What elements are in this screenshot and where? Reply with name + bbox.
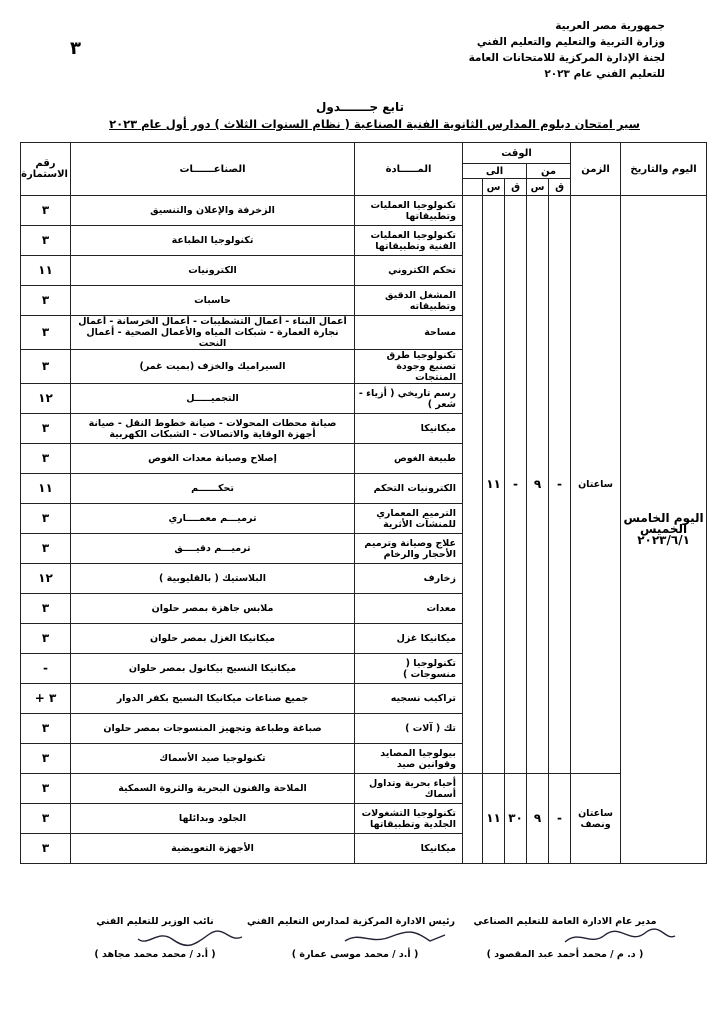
industries-cell: ترميـــم معمــــاري [71, 504, 355, 534]
subject-cell: معدات [355, 594, 463, 624]
signatures-row [0, 916, 720, 976]
industries-cell: السيراميك والخزف (بميت غمر) [71, 350, 355, 384]
table-row [21, 774, 707, 804]
to-s-cell: ١١ [483, 196, 505, 774]
industries-cell: الجلود وبدائلها [71, 804, 355, 834]
industries-cell: الزخرفة والإعلان والتنسيق [71, 196, 355, 226]
ministry-header [435, 18, 665, 82]
subject-cell: ميكانيكا [355, 834, 463, 864]
industries-cell: جميع صناعات ميكانيكا النسيج بكفر الدوار [71, 684, 355, 714]
subject-cell: تكنولوجيا التشغولات الجلدية وتطبيقاتها [355, 804, 463, 834]
form-cell: ٣ [21, 804, 71, 834]
col-header-subject: المـــــادة [355, 143, 463, 196]
industries-cell: الكترونيات [71, 256, 355, 286]
form-cell: ٣ [21, 714, 71, 744]
subject-cell: تكنولوجيا ( منسوجات ) [355, 654, 463, 684]
signature-block [60, 916, 250, 960]
signature-name: ( د. م / محمد أحمد عبد المقصود ) [486, 949, 644, 960]
signature-block [247, 916, 455, 960]
subject-cell: مساحة [355, 316, 463, 350]
day-date-cell: اليوم الخامس الخميس ٢٠٢٣/٦/١ [621, 196, 707, 864]
form-cell: ٣ [21, 286, 71, 316]
to-q-cell: ٣٠ [505, 774, 527, 864]
form-cell: - [21, 654, 71, 684]
to-q-cell: - [505, 196, 527, 774]
subject-cell: الترميم المعماري للمنشآت الأثرية [355, 504, 463, 534]
subject-cell: تكنولوجيا العمليات وتطبيقاتها [355, 196, 463, 226]
subject-cell: المشغل الدقيق وتطبيقاته [355, 286, 463, 316]
form-cell: ٣ [21, 504, 71, 534]
subject-cell: طبيعة الغوص [355, 444, 463, 474]
subject-cell: تكنولوجيا طرق تصنيع وجودة المنتجات [355, 350, 463, 384]
col-header-from: من [527, 164, 571, 179]
document-subtitle: سير امتحان دبلوم المدارس الثانوية الفنية الصناعية ( نظام السنوات الثلاث ) دور أول عام ٢٠٢٣ [109, 117, 640, 131]
header-line: لجنة الإدارة المركزية للامتحانات العامة [468, 52, 665, 64]
subject-cell: علاج وصيانة وترميم الأحجار والرخام [355, 534, 463, 564]
form-cell: ٣ [21, 624, 71, 654]
form-cell: ٣ [21, 350, 71, 384]
col-header-to-q: ق [505, 179, 527, 196]
signature-name: ( أ.د / محمد محمد مجاهد ) [94, 949, 216, 960]
signature-name: ( أ.د / محمد موسى عمارة ) [291, 949, 419, 960]
subject-cell: تحكم الكتروني [355, 256, 463, 286]
form-cell: ٣ [21, 534, 71, 564]
duration-cell: ساعتان [571, 196, 621, 774]
subject-cell: تك ( آلات ) [355, 714, 463, 744]
handwritten-signature-icon [130, 927, 250, 949]
form-cell: ٣ [21, 594, 71, 624]
extra-cell [463, 196, 483, 774]
subject-cell: أحياء بحرية وتداول أسماك [355, 774, 463, 804]
handwritten-signature-icon [560, 927, 680, 949]
form-cell: ٣ [21, 834, 71, 864]
industries-cell: ميكانيكا الغزل بمصر حلوان [71, 624, 355, 654]
form-cell: ٣ [21, 744, 71, 774]
industries-cell: أعمال البناء - أعمال التشطيبات - أعمال الخرسانة - أعمال نجارة العمارة - شبكات المياه والأعمال الصحية - أعمال النحت [71, 316, 355, 350]
subject-cell: تراكيب نسجيه [355, 684, 463, 714]
to-s-cell: ١١ [483, 774, 505, 864]
industries-cell: البلاستيك ( بالقليوبية ) [71, 564, 355, 594]
from-s-cell: ٩ [527, 196, 549, 774]
extra-cell [463, 774, 483, 864]
industries-cell: تحكــــــم [71, 474, 355, 504]
form-cell: ١٢ [21, 384, 71, 414]
header-line: جمهورية مصر العربية [555, 20, 665, 32]
form-cell: ١١ [21, 256, 71, 286]
industries-cell: صيانة محطات المحولات - صيانة خطوط النقل - صيانة أجهزة الوقاية والاتصالات - الشبكات الكهربية [71, 414, 355, 444]
subject-cell: ميكانيكا [355, 414, 463, 444]
col-header-form: رقم الاستمارة [21, 143, 71, 196]
industries-cell: ميكانيكا النسيج بيكانول بمصر حلوان [71, 654, 355, 684]
col-header-industries: الصناعــــــات [71, 143, 355, 196]
signature-title: رئيس الادارة المركزية لمدارس التعليم الفني [247, 916, 455, 927]
subject-cell: الكترونيات التحكم [355, 474, 463, 504]
industries-cell: ملابس جاهزة بمصر حلوان [71, 594, 355, 624]
industries-cell: ترميـــم دقيــــق [71, 534, 355, 564]
form-cell: ٣ + [21, 684, 71, 714]
industries-cell: الملاحة والفنون البحرية والثروة السمكية [71, 774, 355, 804]
from-q-cell: - [549, 774, 571, 864]
signature-block [450, 916, 680, 960]
header-line: للتعليم الفني عام ٢٠٢٣ [544, 68, 665, 80]
industries-cell: حاسبات [71, 286, 355, 316]
col-header-day: اليوم والتاريخ [621, 143, 707, 196]
industries-cell: الأجهزة التعويضية [71, 834, 355, 864]
subject-cell: زخارف [355, 564, 463, 594]
handwritten-signature-icon [335, 927, 455, 949]
from-q-cell: - [549, 196, 571, 774]
col-header-from-s: س [527, 179, 549, 196]
col-header-duration: الزمن [571, 143, 621, 196]
form-cell: ٣ [21, 316, 71, 350]
col-header-to-s: س [483, 179, 505, 196]
form-cell: ٣ [21, 774, 71, 804]
industries-cell: تكنولوجيا الطباعة [71, 226, 355, 256]
col-header-extra [463, 179, 483, 196]
industries-cell: صباغة وطباعة وتجهيز المنسوجات بمصر حلوان [71, 714, 355, 744]
form-cell: ٣ [21, 196, 71, 226]
subject-cell: ميكانيكا غزل [355, 624, 463, 654]
industries-cell: التجميـــــل [71, 384, 355, 414]
subject-cell: رسم تاريخي ( أزياء - شعر ) [355, 384, 463, 414]
header-line: وزارة التربية والتعليم والتعليم الفني [476, 36, 665, 48]
from-s-cell: ٩ [527, 774, 549, 864]
subject-cell: تكنولوجيا العمليات الفنية وتطبيقاتها [355, 226, 463, 256]
form-cell: ٣ [21, 444, 71, 474]
document-title: تابع جـــــــدول [315, 100, 405, 114]
form-cell: ١١ [21, 474, 71, 504]
col-header-to: الى [463, 164, 527, 179]
industries-cell: إصلاح وصيانة معدات الغوص [71, 444, 355, 474]
page-number: ٣ [70, 38, 81, 59]
exam-schedule-table [20, 142, 707, 864]
form-cell: ٣ [21, 226, 71, 256]
col-header-time: الوقت [463, 143, 571, 164]
industries-cell: تكنولوجيا صيد الأسماك [71, 744, 355, 774]
form-cell: ١٢ [21, 564, 71, 594]
duration-cell: ساعتان ونصف [571, 774, 621, 864]
signature-title: نائب الوزير للتعليم الفني [96, 916, 214, 927]
form-cell: ٣ [21, 414, 71, 444]
subject-cell: بيولوجيا المصايد وقوانين صيد [355, 744, 463, 774]
signature-title: مدير عام الادارة العامة للتعليم الصناعي [473, 916, 657, 927]
col-header-from-q: ق [549, 179, 571, 196]
table-row [21, 196, 707, 226]
